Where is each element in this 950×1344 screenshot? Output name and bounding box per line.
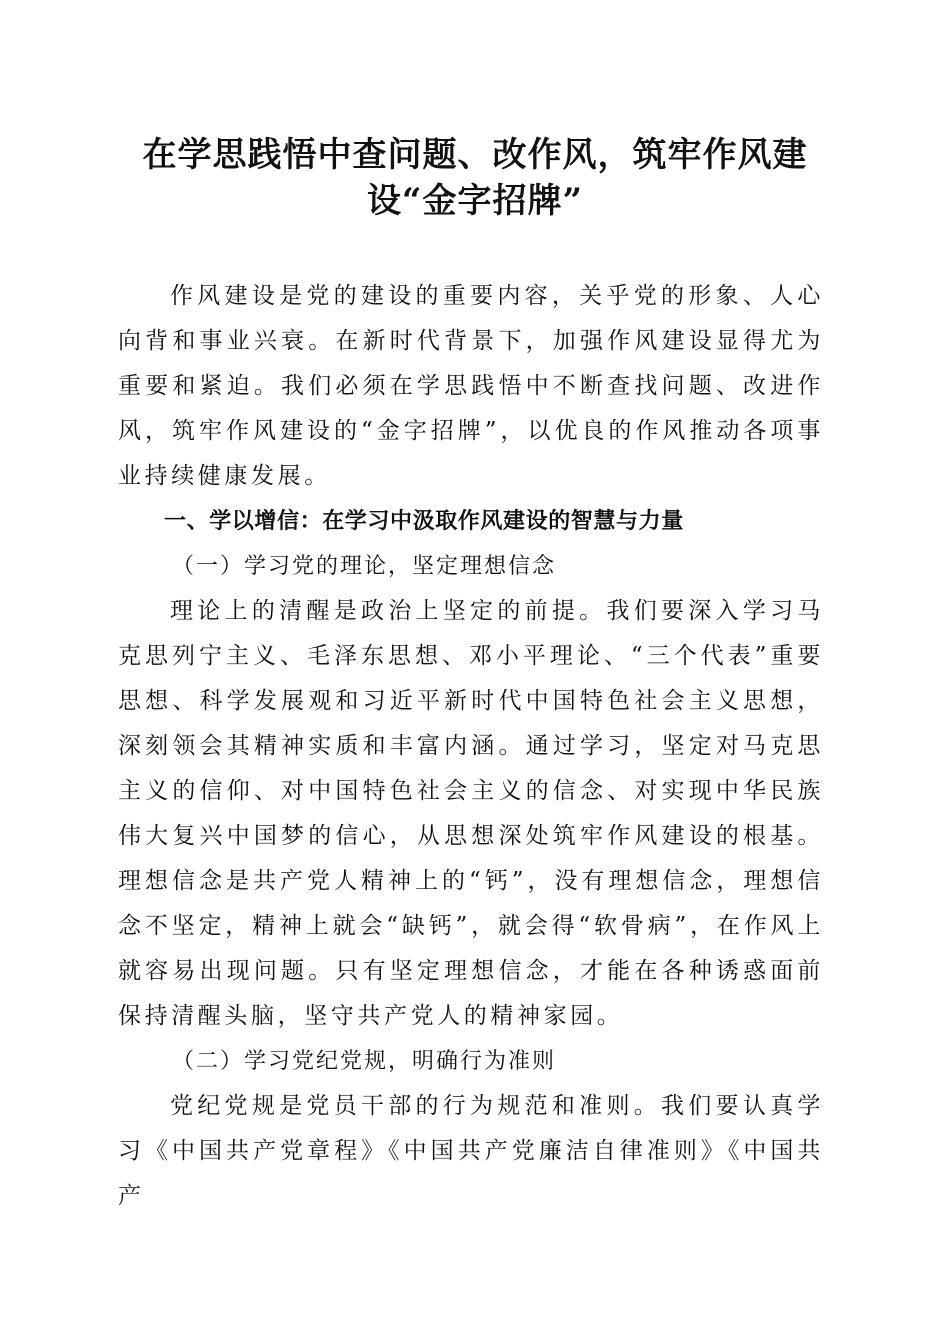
document-body	[118, 274, 824, 1219]
subsection-1-heading: （一）学习党的理论，坚定理想信念	[172, 554, 557, 579]
section-1-heading: 一、学以增信：在学习中汲取作风建设的智慧与力量	[164, 509, 684, 534]
subsection-2-heading: （二）学习党纪党规，明确行为准则	[172, 1049, 557, 1074]
subsection-2-paragraph: 党纪党规是党员干部的行为规范和准则。我们要认真学习《中国共产党章程》《中国共产党廉洁自律准则》《中国共产	[118, 1093, 824, 1209]
intro-paragraph: 作风建设是党的建设的重要内容，关乎党的形象、人心向背和事业兴衰。在新时代背景下，加强作风建设显得尤为重要和紧迫。我们必须在学思践悟中不断查找问题、改进作风，筑牢作风建设的“金字招牌”，以优良的作风推动各项事业持续健康发展。	[118, 283, 824, 489]
document-title: 在学思践悟中查问题、改作风，筑牢作风建设“金字招牌”	[142, 135, 808, 221]
subsection-1-paragraph: 理论上的清醒是政治上坚定的前提。我们要深入学习马克思列宁主义、毛泽东思想、邓小平理论、“三个代表”重要思想、科学发展观和习近平新时代中国特色社会主义思想，深刻领会其精神实质和丰富内涵。通过学习，坚定对马克思主义的信仰、对中国特色社会主义的信念、对实现中华民族伟大复兴中国梦的信心，从思想深处筑牢作风建设的根基。理想信念是共产党人精神上的“钙”，没有理想信念，理想信念不坚定，精神上就会“缺钙”，就会得“软骨病”，在作风上就容易出现问题。只有坚定理想信念，才能在各种诱惑面前保持清醒头脑，坚守共产党人的精神家园。	[118, 598, 824, 1029]
